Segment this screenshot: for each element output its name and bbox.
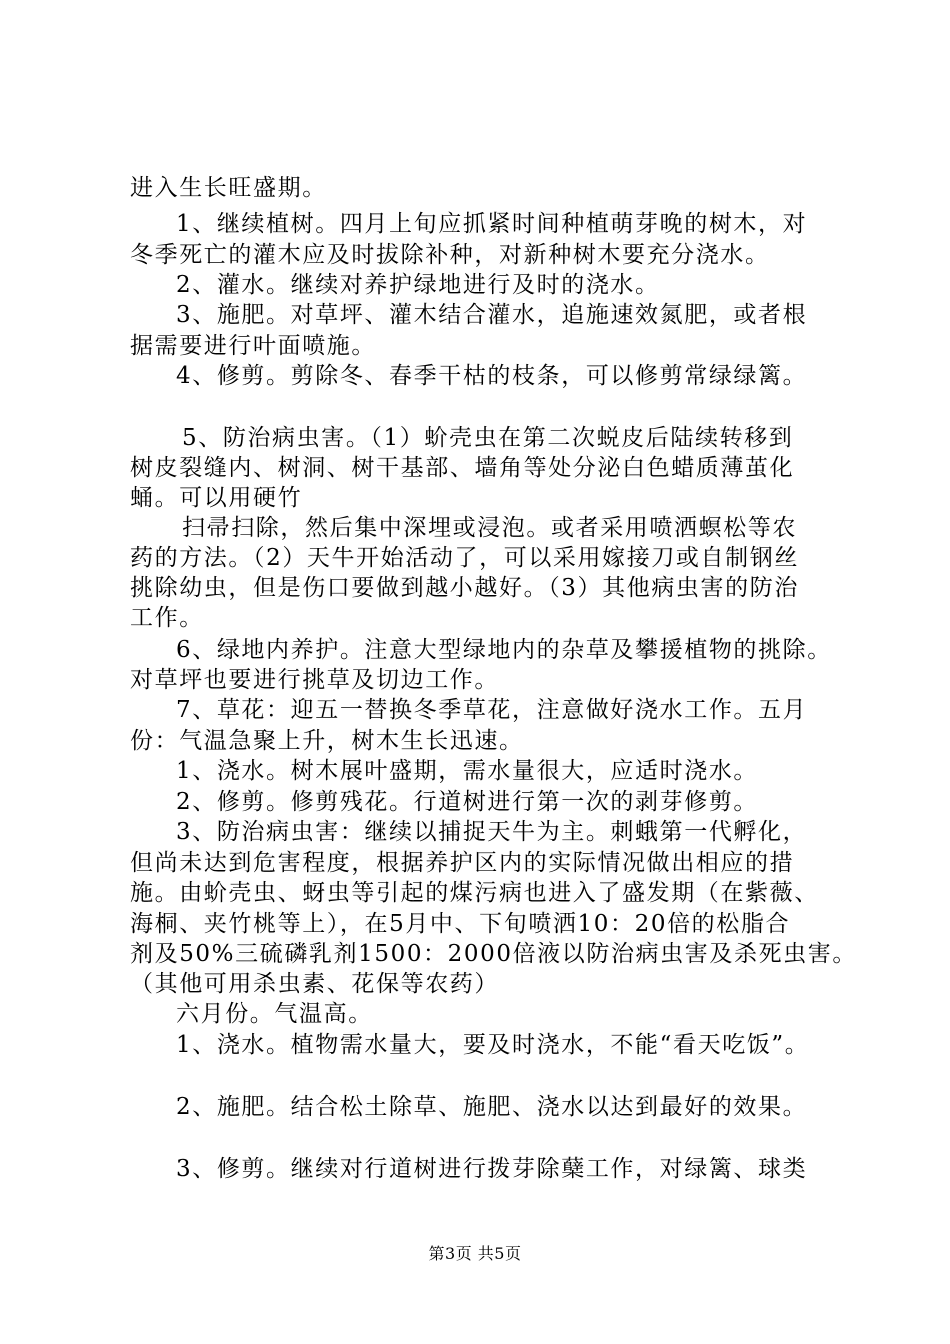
text-line-20: 2、修剪。修剪残花。行道树进行第一次的剥芽修剪。 xyxy=(176,789,759,815)
text-line-12: 药的方法。（2）天牛开始活动了，可以采用嫁接刀或自制钢丝 xyxy=(130,545,799,571)
text-line-27: 六月份。气温高。 xyxy=(176,1001,373,1027)
text-line-2: 1、继续植树。四月上旬应抓紧时间种植萌芽晚的树木，对 xyxy=(176,211,808,237)
text-line-21: 3、防治病虫害：继续以捕捉天牛为主。刺蛾第一代孵化， xyxy=(176,819,808,845)
text-line-6: 据需要进行叶面喷施。 xyxy=(130,333,376,359)
text-line-17: 7、草花：迎五一替换冬季草花，注意做好浇水工作。五月 xyxy=(176,697,808,723)
text-line-3: 冬季死亡的灌木应及时拔除补种，对新种树木要充分浇水。 xyxy=(130,242,770,268)
text-line-18: 份：气温急聚上升，树木生长迅速。 xyxy=(130,728,524,754)
text-line-30: 3、修剪。继续对行道树进行拨芽除蘖工作，对绿篱、球类 xyxy=(176,1156,808,1182)
text-line-25: 剂及50%三硫磷乳剂1500：2000倍液以防治病虫害及杀死虫害。 xyxy=(130,941,857,967)
text-line-16: 对草坪也要进行挑草及切边工作。 xyxy=(130,667,499,693)
text-line-13: 挑除幼虫，但是伤口要做到越小越好。（3）其他病虫害的防治 xyxy=(130,575,799,601)
text-line-5: 3、施肥。对草坪、灌木结合灌水，追施速效氮肥，或者根 xyxy=(176,302,808,328)
text-line-7: 4、修剪。剪除冬、春季干枯的枝条，可以修剪常绿绿篱。 xyxy=(176,363,808,389)
text-line-14: 工作。 xyxy=(130,605,204,631)
text-line-8: 5、防治病虫害。（1）蚧壳虫在第二次蜕皮后陆续转移到 xyxy=(182,425,794,451)
text-line-9: 树皮裂缝内、树洞、树干基部、墙角等处分泌白色蜡质薄茧化 xyxy=(130,455,795,481)
text-line-10: 蛹。可以用硬竹 xyxy=(130,485,303,511)
text-line-24: 海桐、夹竹桃等上），在5月中、下旬喷洒10：20倍的松脂合 xyxy=(130,911,791,937)
text-line-28: 1、浇水。植物需水量大，要及时浇水，不能“看天吃饭”。 xyxy=(176,1032,810,1058)
text-line-26: （其他可用杀虫素、花保等农药） xyxy=(130,971,499,997)
page-footer: 第3页 共5页 xyxy=(428,1244,522,1263)
text-line-11: 扫帚扫除，然后集中深埋或浸泡。或者采用喷洒螟松等农 xyxy=(182,515,797,541)
text-line-22: 但尚未达到危害程度，根据养护区内的实际情况做出相应的措 xyxy=(130,850,795,876)
text-line-19: 1、浇水。树木展叶盛期，需水量很大，应适时浇水。 xyxy=(176,758,759,784)
text-line-15: 6、绿地内养护。注意大型绿地内的杂草及攀援植物的挑除。 xyxy=(176,637,832,663)
text-line-23: 施。由蚧壳虫、蚜虫等引起的煤污病也进入了盛发期（在紫薇、 xyxy=(130,880,819,906)
text-line-29: 2、施肥。结合松土除草、施肥、浇水以达到最好的效果。 xyxy=(176,1094,808,1120)
text-line-4: 2、灌水。继续对养护绿地进行及时的浇水。 xyxy=(176,272,660,298)
text-line-1: 进入生长旺盛期。 xyxy=(130,175,327,201)
